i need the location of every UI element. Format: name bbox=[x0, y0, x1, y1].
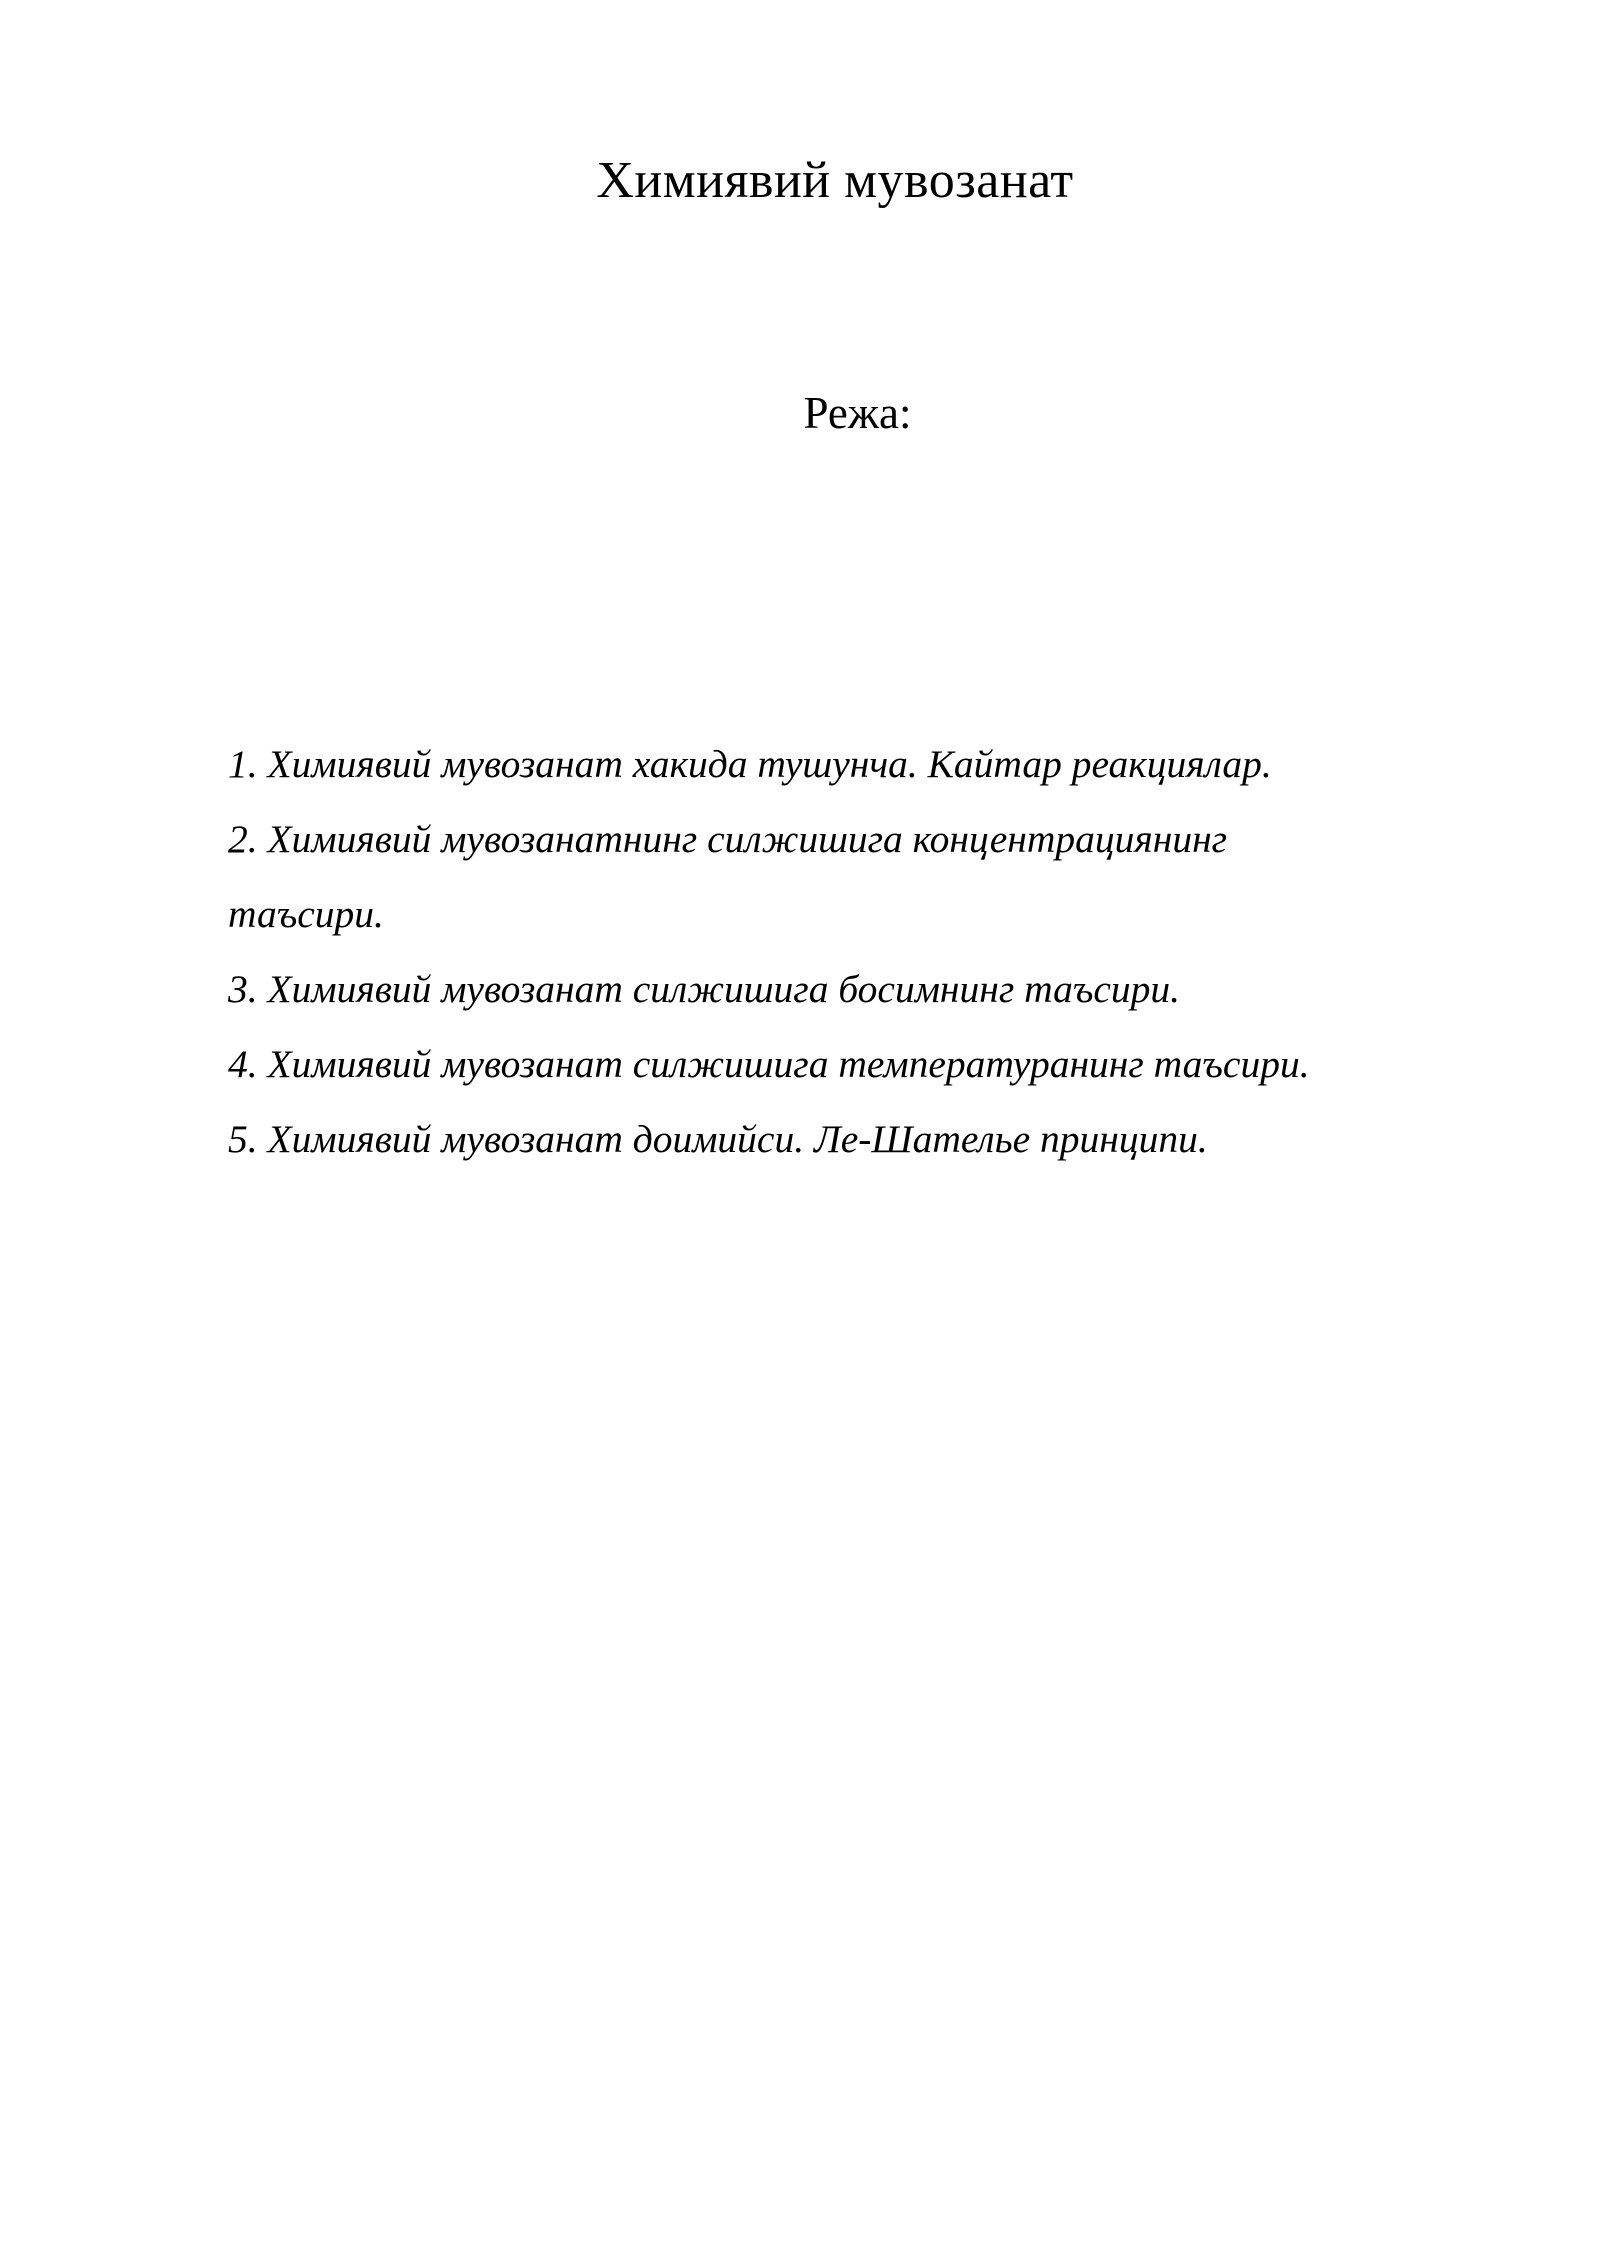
plan-item-1-text: 1. Химиявий мувозанат хакида тушунча. Кайтар реакциялар. bbox=[228, 742, 1272, 786]
plan-item-3-text: 3. Химиявий мувозанат силжишига босимнинг таъсири. bbox=[228, 967, 1181, 1011]
plan-item-5 bbox=[228, 1102, 1458, 1177]
plan-item-5-text: 5. Химиявий мувозанат доимийси. Ле-Шателье принципи. bbox=[228, 1117, 1208, 1161]
plan-item-4 bbox=[228, 1027, 1458, 1102]
plan-item-1 bbox=[228, 727, 1458, 802]
plan-item-3 bbox=[228, 952, 1458, 1027]
plan-heading: Режа: bbox=[803, 388, 912, 438]
plan-item-2-text-continued: таъсири. bbox=[228, 892, 384, 936]
plan-item-4-text: 4. Химиявий мувозанат силжишига температуранинг таъсири. bbox=[228, 1042, 1310, 1086]
plan-item-2 bbox=[228, 802, 1458, 952]
plan-item-2-text: 2. Химиявий мувозанатнинг силжишига концентрациянинг bbox=[228, 817, 1228, 861]
document-title: Химиявий мувозанат bbox=[596, 152, 1074, 209]
plan-list bbox=[228, 727, 1458, 1177]
